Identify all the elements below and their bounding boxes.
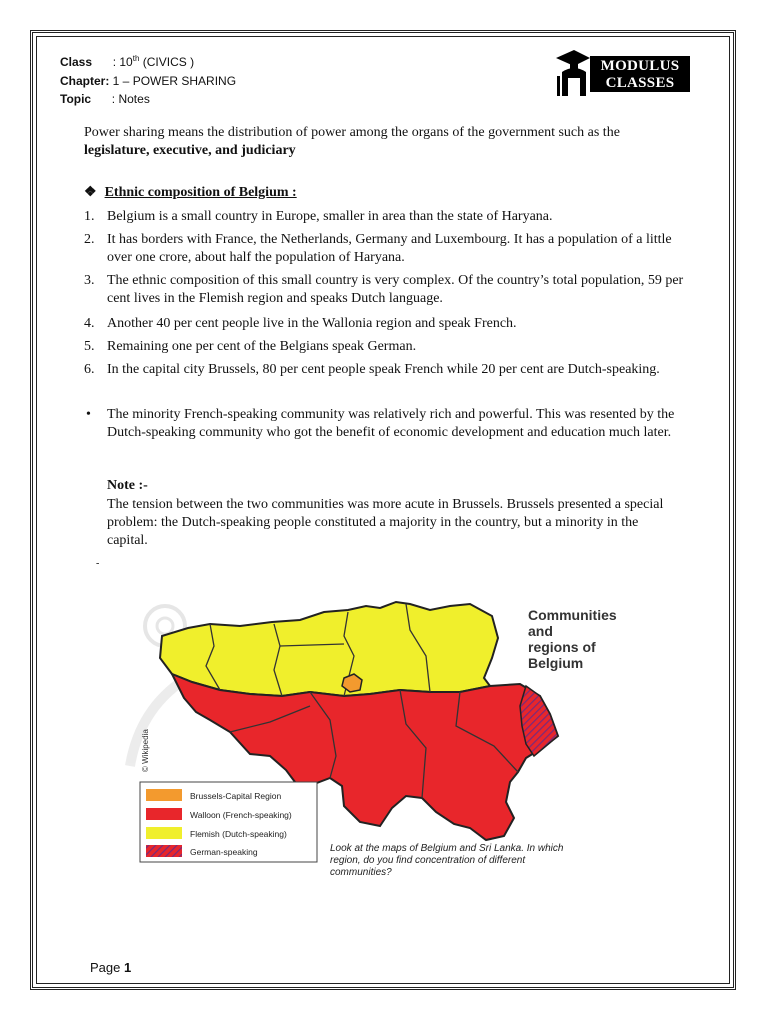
map-title-line: regions of bbox=[528, 639, 596, 655]
list-item bbox=[84, 208, 684, 226]
page-number bbox=[90, 960, 131, 975]
item-text: Belgium is a small country in Europe, smaller in area than the state of Haryana. bbox=[107, 209, 553, 224]
intro-bold: legislature, executive, and judiciary bbox=[84, 143, 296, 158]
item-number: 6. bbox=[84, 362, 95, 377]
list-item bbox=[84, 338, 684, 356]
topic-line bbox=[60, 90, 150, 108]
stray-mark: - bbox=[96, 558, 100, 569]
map-caption-line: region, do you find concentration of different bbox=[330, 855, 526, 866]
item-text: The minority French-speaking community was relatively rich and powerful. This was resented by the Dutch-speaking community who got the benefit of economic development and education much later. bbox=[107, 407, 675, 440]
flemish-region bbox=[160, 602, 498, 696]
logo-text-line1: MODULUS bbox=[600, 58, 680, 74]
item-number: 1. bbox=[84, 209, 95, 224]
graduate-emblem-icon bbox=[552, 46, 592, 100]
chapter-value: 1 – POWER SHARING bbox=[109, 74, 237, 88]
legend-swatch-flemish bbox=[146, 827, 182, 839]
map-caption-line: communities? bbox=[330, 867, 392, 878]
page-number-value: 1 bbox=[124, 960, 132, 975]
bullet-dot-icon: • bbox=[86, 407, 91, 422]
item-number: 2. bbox=[84, 232, 95, 247]
map-caption-line: Look at the maps of Belgium and Sri Lanka. In which bbox=[330, 843, 564, 854]
diamond-bullet-icon: ❖ bbox=[84, 185, 97, 200]
item-number: 5. bbox=[84, 339, 95, 354]
list-item bbox=[84, 231, 684, 267]
item-text: It has borders with France, the Netherlands, Germany and Luxembourg. It has a population of a little over one crore, about half the population of Haryana. bbox=[107, 232, 672, 265]
map-title-line: and bbox=[528, 623, 553, 639]
bullet-item bbox=[84, 406, 684, 442]
intro-text: Power sharing means the distribution of power among the organs of the government such as the bbox=[84, 125, 620, 140]
class-label: Class bbox=[60, 55, 93, 69]
map-title-line: Communities bbox=[528, 607, 617, 623]
section-heading bbox=[84, 184, 297, 201]
item-number: 3. bbox=[84, 273, 95, 288]
class-value: : 10th (CIVICS ) bbox=[112, 54, 195, 69]
topic-label: Topic bbox=[60, 92, 92, 106]
item-text: Remaining one per cent of the Belgians speak German. bbox=[107, 339, 417, 354]
intro-paragraph bbox=[84, 124, 684, 160]
chapter-label: Chapter: bbox=[60, 74, 110, 88]
legend-swatch-walloon bbox=[146, 808, 182, 820]
chapter-line bbox=[60, 72, 236, 90]
item-text: In the capital city Brussels, 80 per cent people speak French while 20 per cent are Dutch-speaking. bbox=[107, 362, 660, 377]
legend-label: Flemish (Dutch-speaking) bbox=[190, 829, 287, 839]
class-line bbox=[60, 50, 194, 71]
modulus-classes-logo bbox=[552, 46, 692, 100]
note-text: The tension between the two communities was more acute in Brussels. Brussels presented a special problem: the Dutch-speaking people constituted a majority in the country, but a minority in the capital. bbox=[107, 497, 664, 548]
list-item bbox=[84, 272, 684, 308]
note-title: Note :- bbox=[107, 478, 148, 493]
list-item bbox=[84, 361, 684, 379]
item-text: Another 40 per cent people live in the Wallonia region and speak French. bbox=[107, 316, 517, 331]
legend-swatch-german bbox=[146, 845, 182, 857]
page-label: Page bbox=[90, 960, 121, 975]
logo-text-line2: CLASSES bbox=[605, 75, 675, 91]
legend-label: German-speaking bbox=[190, 847, 258, 857]
legend-label: Walloon (French-speaking) bbox=[190, 810, 292, 820]
belgium-communities-map bbox=[110, 586, 660, 886]
item-number: 4. bbox=[84, 316, 95, 331]
map-legend bbox=[140, 782, 317, 862]
legend-label: Brussels-Capital Region bbox=[190, 791, 282, 801]
map-credit: © Wikipedia bbox=[141, 729, 150, 772]
section-title: Ethnic composition of Belgium : bbox=[104, 185, 297, 200]
map-figure bbox=[110, 586, 660, 886]
legend-swatch-brussels bbox=[146, 789, 182, 801]
topic-value: : Notes bbox=[111, 92, 150, 106]
list-item bbox=[84, 315, 684, 333]
item-text: The ethnic composition of this small country is very complex. Of the country’s total population, 59 per cent lives in the Flemish region and speaks Dutch language. bbox=[107, 273, 684, 306]
map-title-line: Belgium bbox=[528, 655, 584, 671]
